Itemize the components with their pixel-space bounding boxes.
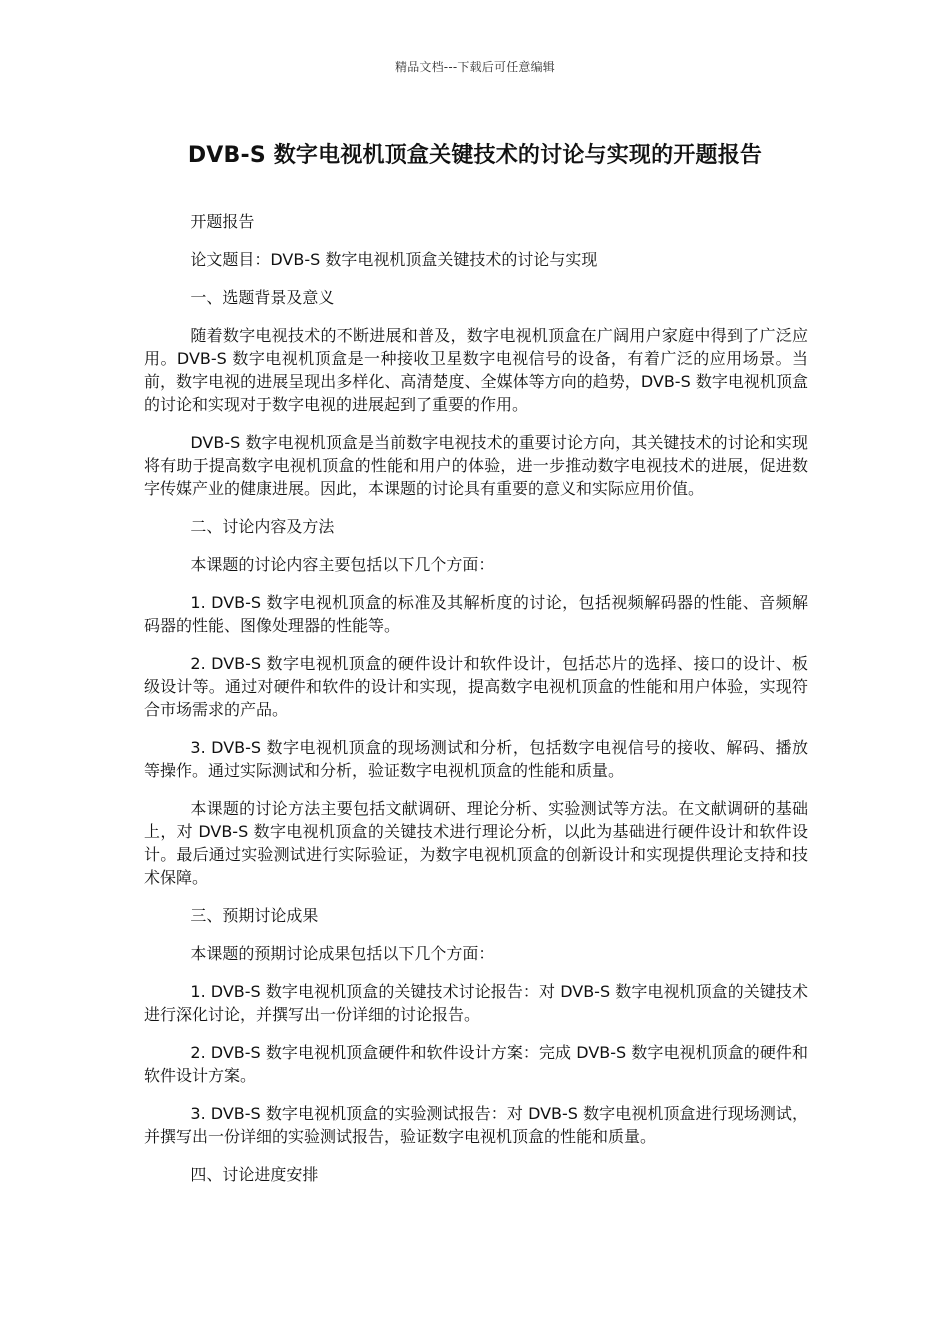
document-body bbox=[144, 210, 808, 1201]
paragraph-thesis-topic: 论文题目：DVB-S 数字电视机顶盒关键技术的讨论与实现 bbox=[190, 250, 598, 269]
list-item: 1. DVB-S 数字电视机顶盒的关键技术讨论报告：对 DVB-S 数字电视机顶盒的关键技术进行深化讨论，并撰写出一份详细的讨论报告。 bbox=[144, 982, 808, 1024]
paragraph-report-label: 开题报告 bbox=[190, 212, 255, 231]
header-note: 精品文档---下载后可任意编辑 bbox=[395, 60, 555, 74]
paragraph: 随着数字电视技术的不断进展和普及，数字电视机顶盒在广阔用户家庭中得到了广泛应用。DVB-S 数字电视机顶盒是一种接收卫星数字电视信号的设备，有着广泛的应用场景。当前，数字电视的进展呈现出多样化、高清楚度、全媒体等方向的趋势，DVB-S 数字电视机顶盒的讨论和实现对于数字电视的进展起到了重要的作用。 bbox=[144, 326, 808, 414]
list-item: 1. DVB-S 数字电视机顶盒的标准及其解析度的讨论，包括视频解码器的性能、音频解码器的性能、图像处理器的性能等。 bbox=[144, 593, 808, 635]
list-item: 2. DVB-S 数字电视机顶盒硬件和软件设计方案：完成 DVB-S 数字电视机顶盒的硬件和软件设计方案。 bbox=[144, 1043, 808, 1085]
list-item: 3. DVB-S 数字电视机顶盒的现场测试和分析，包括数字电视信号的接收、解码、播放等操作。通过实际测试和分析，验证数字电视机顶盒的性能和质量。 bbox=[144, 738, 808, 780]
section-heading-background: 一、选题背景及意义 bbox=[190, 288, 335, 307]
list-item: 3. DVB-S 数字电视机顶盒的实验测试报告：对 DVB-S 数字电视机顶盒进行现场测试，并撰写出一份详细的实验测试报告，验证数字电视机顶盒的性能和质量。 bbox=[144, 1104, 808, 1146]
section-heading-content-methods: 二、讨论内容及方法 bbox=[190, 517, 335, 536]
section-heading-expected-results: 三、预期讨论成果 bbox=[190, 906, 319, 925]
section-heading-schedule: 四、讨论进度安排 bbox=[190, 1165, 319, 1184]
paragraph: DVB-S 数字电视机顶盒是当前数字电视技术的重要讨论方向，其关键技术的讨论和实现将有助于提高数字电视机顶盒的性能和用户的体验，进一步推动数字电视技术的进展，促进数字传媒产业的健康进展。因此，本课题的讨论具有重要的意义和实际应用价值。 bbox=[144, 433, 808, 498]
paragraph: 本课题的讨论方法主要包括文献调研、理论分析、实验测试等方法。在文献调研的基础上，对 DVB-S 数字电视机顶盒的关键技术进行理论分析，以此为基础进行硬件设计和软件设计。最后通过实验测试进行实际验证，为数字电视机顶盒的创新设计和实现提供理论支持和技术保障。 bbox=[144, 799, 808, 887]
document-title: DVB-S 数字电视机顶盒关键技术的讨论与实现的开题报告 bbox=[187, 143, 763, 168]
list-item: 2. DVB-S 数字电视机顶盒的硬件设计和软件设计，包括芯片的选择、接口的设计、板级设计等。通过对硬件和软件的设计和实现，提高数字电视机顶盒的性能和用户体验，实现符合市场需求的产品。 bbox=[144, 654, 808, 719]
paragraph: 本课题的讨论内容主要包括以下几个方面： bbox=[190, 555, 495, 574]
paragraph: 本课题的预期讨论成果包括以下几个方面： bbox=[190, 944, 495, 963]
